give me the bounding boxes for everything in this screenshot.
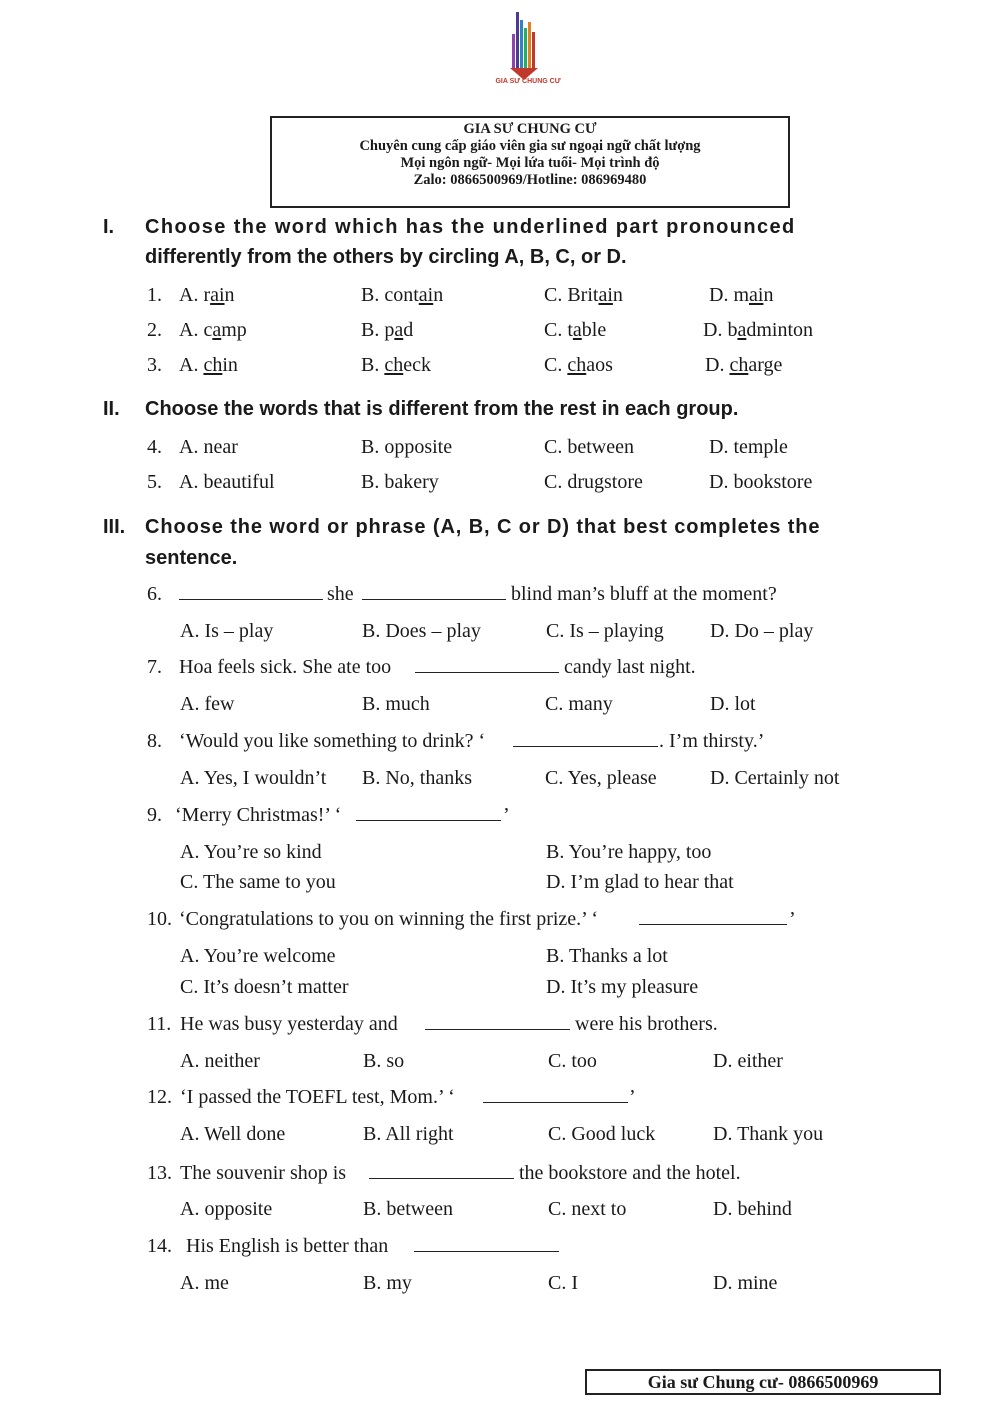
section-1-number: I.	[103, 216, 115, 238]
question-text: ’	[503, 804, 510, 826]
option-d[interactable]: D. mine	[713, 1272, 778, 1294]
option-c[interactable]: C. Yes, please	[545, 767, 657, 789]
question-number: 8.	[147, 730, 162, 752]
question-text: ‘Would you like something to drink? ‘	[179, 730, 486, 752]
question-13-options	[147, 1197, 947, 1223]
blank-field[interactable]	[513, 729, 658, 753]
footer-box: Gia sư Chung cư- 0866500969	[585, 1369, 941, 1395]
question-14-options	[147, 1271, 947, 1297]
header-box	[270, 116, 790, 208]
question-text: ‘Merry Christmas!’ ‘	[175, 804, 342, 826]
question-number: 9.	[147, 804, 162, 826]
question-11	[147, 1012, 947, 1038]
option-b[interactable]: B. so	[363, 1050, 405, 1072]
question-13	[147, 1161, 947, 1187]
question-text: The souvenir shop is	[180, 1162, 347, 1184]
blank-field[interactable]	[369, 1161, 514, 1185]
blank-field[interactable]	[179, 582, 323, 606]
option-c[interactable]: C. Britain	[544, 284, 623, 306]
question-text: ‘I passed the TOEFL test, Mom.’ ‘	[180, 1086, 455, 1108]
question-2	[147, 318, 947, 344]
option-b[interactable]: B. pad	[361, 319, 414, 341]
option-c[interactable]: C. between	[544, 436, 634, 458]
option-c[interactable]: C. drugstore	[544, 471, 643, 493]
blank-field[interactable]	[414, 1234, 559, 1258]
option-c[interactable]: C. Good luck	[548, 1123, 656, 1145]
question-number: 13.	[147, 1162, 172, 1184]
question-text: He was busy yesterday and	[180, 1013, 398, 1035]
header-title: GIA SƯ CHUNG CƯ	[463, 121, 597, 137]
question-10-options-row1	[147, 944, 947, 970]
option-b[interactable]: B. much	[362, 693, 430, 715]
option-a[interactable]: A. camp	[179, 319, 247, 341]
option-c[interactable]: C. many	[545, 693, 613, 715]
option-d[interactable]: D. Do – play	[710, 620, 814, 642]
option-a[interactable]: A. Well done	[180, 1123, 286, 1145]
option-d[interactable]: D. main	[709, 284, 774, 306]
section-3-number: III.	[103, 516, 126, 538]
option-c[interactable]: C. I	[548, 1272, 578, 1294]
option-d[interactable]: D. I’m glad to hear that	[546, 871, 734, 893]
question-number: 2.	[147, 319, 162, 341]
option-b[interactable]: B. contain	[361, 284, 444, 306]
question-text: ‘Congratulations to you on winning the first prize.’ ‘	[179, 908, 598, 930]
option-a[interactable]: A. You’re so kind	[180, 841, 322, 863]
option-c[interactable]: C. chaos	[544, 354, 613, 376]
header-subtagline: Mọi ngôn ngữ- Mọi lứa tuổi- Mọi trình độ	[400, 155, 660, 171]
section-1-heading	[103, 212, 903, 276]
question-8	[147, 729, 947, 755]
section-2-heading	[103, 394, 903, 426]
blank-field[interactable]	[483, 1085, 628, 1109]
question-text: blind man’s bluff at the moment?	[511, 583, 777, 605]
question-text: candy last night.	[564, 656, 696, 678]
option-d[interactable]: D. behind	[713, 1198, 792, 1220]
option-a[interactable]: A. chin	[179, 354, 238, 376]
option-b[interactable]: B. No, thanks	[362, 767, 472, 789]
header-tagline: Chuyên cung cấp giáo viên gia sư ngoại ngữ chất lượng	[359, 138, 701, 154]
option-d[interactable]: D. temple	[709, 436, 788, 458]
option-c[interactable]: C. too	[548, 1050, 597, 1072]
question-number: 5.	[147, 471, 162, 493]
question-6	[147, 582, 947, 608]
option-b[interactable]: B. You’re happy, too	[546, 841, 712, 863]
option-a[interactable]: A. few	[180, 693, 235, 715]
section-2-number: II.	[103, 398, 120, 420]
question-text: His English is better than	[186, 1235, 389, 1257]
section-1-title-line2: differently from the others by circling A, B, C, or D.	[145, 246, 627, 268]
question-number: 7.	[147, 656, 162, 678]
question-text: were his brothers.	[575, 1013, 718, 1035]
question-3	[147, 353, 947, 379]
question-11-options	[147, 1049, 947, 1075]
section-3-title-line1: Choose the word or phrase (A, B, C or D) that best completes the	[145, 516, 821, 538]
blank-field[interactable]	[356, 803, 501, 827]
option-b[interactable]: B. check	[361, 354, 431, 376]
section-1-title-line1: Choose the word which has the underlined part pronounced	[145, 216, 796, 238]
option-a[interactable]: A. near	[179, 436, 238, 458]
option-a[interactable]: A. You’re welcome	[180, 945, 336, 967]
section-2-title: Choose the words that is different from the rest in each group.	[145, 398, 739, 420]
question-12-options	[147, 1122, 947, 1148]
question-7-options	[147, 692, 947, 718]
option-a[interactable]: A. Yes, I wouldn’t	[180, 767, 327, 789]
question-9-options-row1	[147, 840, 947, 866]
question-text: ’	[789, 908, 796, 930]
option-a[interactable]: A. me	[180, 1272, 229, 1294]
question-number: 10.	[147, 908, 172, 930]
option-d[interactable]: D. Thank you	[713, 1123, 824, 1145]
option-d[interactable]: D. charge	[705, 354, 783, 376]
question-5	[147, 470, 947, 496]
option-a[interactable]: A. rain	[179, 284, 235, 306]
question-number: 12.	[147, 1086, 172, 1108]
section-3-heading	[103, 512, 903, 576]
blank-field[interactable]	[415, 655, 559, 679]
question-text: she	[327, 583, 354, 605]
blank-field[interactable]	[425, 1012, 570, 1036]
blank-field[interactable]	[639, 907, 787, 931]
option-c[interactable]: C. The same to you	[180, 871, 336, 893]
option-d[interactable]: D. either	[713, 1050, 783, 1072]
question-9-options-row2	[147, 870, 947, 896]
question-number: 11.	[147, 1013, 172, 1035]
option-d[interactable]: D. Certainly not	[710, 767, 840, 789]
option-a[interactable]: A. beautiful	[179, 471, 275, 493]
option-b[interactable]: B. opposite	[361, 436, 453, 458]
question-number: 6.	[147, 583, 162, 605]
question-10	[147, 907, 947, 933]
question-8-options	[147, 766, 947, 792]
logo-caption: GIA SƯ CHUNG CƯ	[495, 78, 561, 85]
option-b[interactable]: B. Does – play	[362, 620, 481, 642]
question-14	[147, 1234, 947, 1260]
option-b[interactable]: B. bakery	[361, 471, 439, 493]
question-number: 14.	[147, 1235, 172, 1257]
option-c[interactable]: C. next to	[548, 1198, 627, 1220]
question-12	[147, 1085, 947, 1111]
section-3-title-line2: sentence.	[145, 547, 238, 569]
option-b[interactable]: B. All right	[363, 1123, 454, 1145]
question-9	[147, 803, 947, 829]
option-c[interactable]: C. Is – playing	[546, 620, 664, 642]
question-number: 4.	[147, 436, 162, 458]
question-text: the bookstore and the hotel.	[519, 1162, 741, 1184]
option-a[interactable]: A. opposite	[180, 1198, 273, 1220]
option-a[interactable]: A. neither	[180, 1050, 260, 1072]
option-d[interactable]: D. lot	[710, 693, 756, 715]
option-d[interactable]: D. bookstore	[709, 471, 813, 493]
option-a[interactable]: A. Is – play	[180, 620, 274, 642]
header-contact: Zalo: 0866500969/Hotline: 086969480	[413, 172, 647, 188]
option-c[interactable]: C. It’s doesn’t matter	[180, 976, 349, 998]
option-b[interactable]: B. my	[363, 1272, 412, 1294]
option-d[interactable]: D. badminton	[703, 319, 814, 341]
question-text: Hoa feels sick. She ate too	[179, 656, 392, 678]
blank-field[interactable]	[362, 582, 506, 606]
option-d[interactable]: D. It’s my pleasure	[546, 976, 699, 998]
option-c[interactable]: C. table	[544, 319, 607, 341]
question-text: . I’m thirsty.’	[659, 730, 765, 752]
option-b[interactable]: B. between	[363, 1198, 453, 1220]
question-6-options	[147, 619, 947, 645]
question-text: ’	[629, 1086, 636, 1108]
question-4	[147, 435, 947, 461]
option-b[interactable]: B. Thanks a lot	[546, 945, 668, 967]
question-number: 3.	[147, 354, 162, 376]
question-1	[147, 283, 947, 309]
question-number: 1.	[147, 284, 162, 306]
question-7	[147, 655, 947, 681]
question-10-options-row2	[147, 975, 947, 1001]
